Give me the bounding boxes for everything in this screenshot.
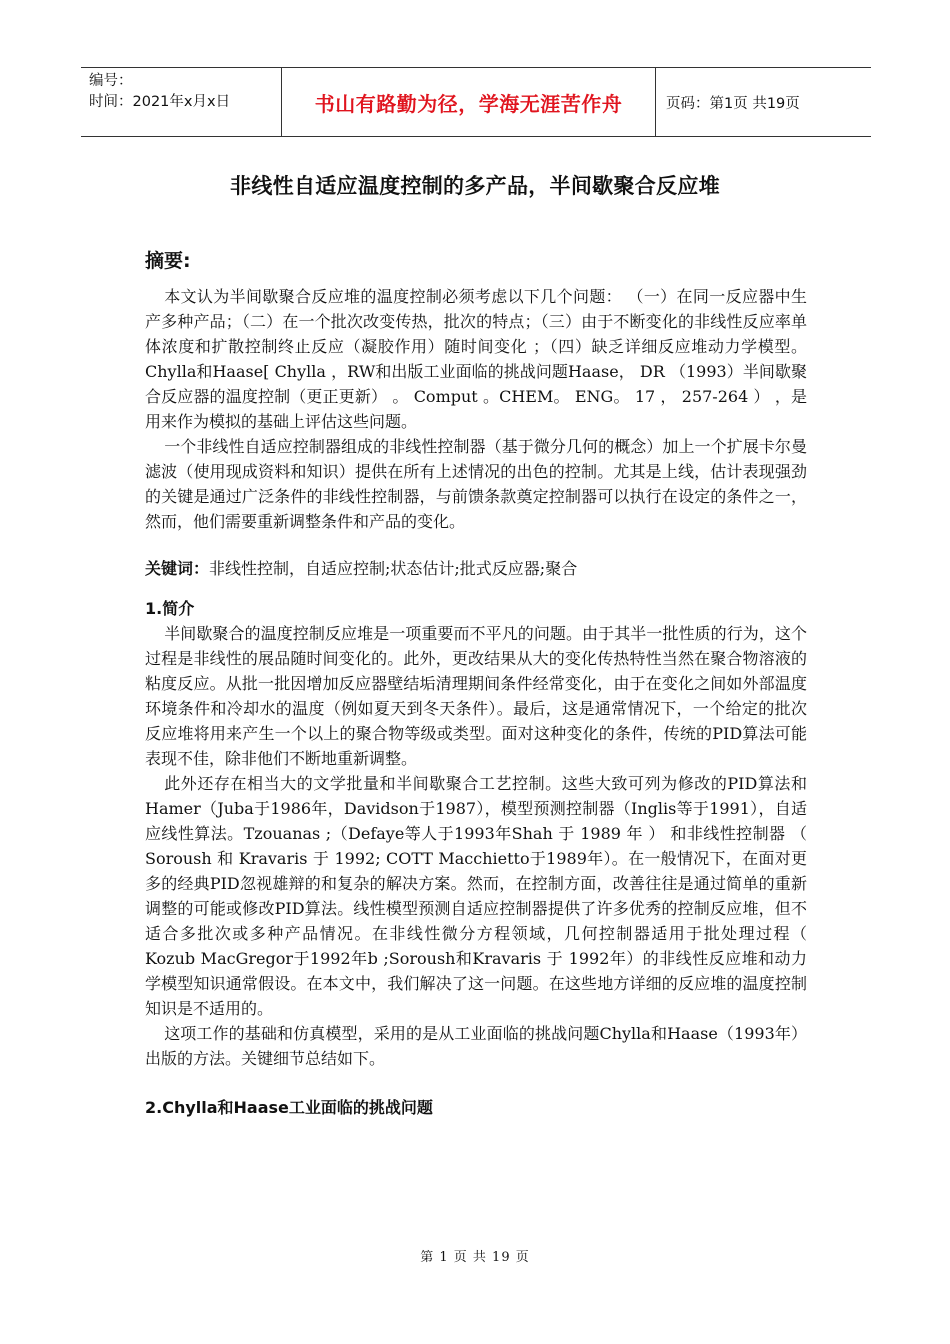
doc-date: 时间：2021年x月x日 (89, 94, 231, 110)
keywords (145, 556, 807, 581)
body-paragraph: 半间歇聚合的温度控制反应堆是一项重要而不平凡的问题。由于其半一批性质的行为，这个过程是非线性的展品随时间变化的。此外，更改结果从大的变化传热特性当然在聚合物溶液的粘度反应。从批一批因增加反应器壁结垢清理期间条件经常变化，由于在变化之间如外部温度环境条件和冷却水的温度（例如夏天到冬天条件）。最后，这是通常情况下，一个给定的批次反应堆将用来产生一个以上的聚合物等级或类型。面对这种变化的条件，传统的PID算法可能表现不佳，除非他们不断地重新调整。 (145, 624, 807, 768)
body-paragraph: 这项工作的基础和仿真模型，采用的是从工业面临的挑战问题Chylla和Haase（1993年）出版的方法。关键细节总结如下。 (145, 1024, 807, 1068)
abstract-heading: 摘要: (145, 250, 191, 272)
doc-number: 编号： (89, 73, 133, 89)
page-footer: 第 1 页 共 19 页 (420, 1250, 530, 1265)
section-heading: 1.简介 (145, 599, 195, 618)
document-body (145, 248, 807, 1120)
keywords-text: 非线性控制，自适应控制;状态估计;批式反应器;聚合 (209, 559, 578, 578)
header-motto: 书山有路勤为径，学海无涯苦作舟 (282, 68, 656, 136)
keywords-label: 关键词： (145, 559, 210, 578)
abstract-paragraph: 本文认为半间歇聚合反应堆的温度控制必须考虑以下几个问题： （一）在同一反应器中生产多种产品；（二）在一个批次改变传热，批次的特点；（三）由于不断变化的非线性反应率单体浓度和扩散控制终止反应（凝胶作用）随时间变化 ；（四）缺乏详细反应堆动力学模型。 Chylla和Haase[ Chylla ，RW和出版工业面临的挑战问题Haase， DR （1993）半间歇聚合反应器的温度控制（更正更新） 。 Comput 。CHEM。 ENG。 17 ， 257-264 ） ，是用来作为模拟的基础上评估这些问题。 (145, 287, 807, 431)
section-heading: 2.Chylla和Haase工业面临的挑战问题 (145, 1098, 433, 1117)
abstract-paragraph: 一个非线性自适应控制器组成的非线性控制器（基于微分几何的概念）加上一个扩展卡尔曼滤波（使用现成资料和知识）提供在所有上述情况的出色的控制。尤其是上线，估计表现强劲的关键是通过广泛条件的非线性控制器，与前馈条款奠定控制器可以执行在设定的条件之一，然而，他们需要重新调整条件和产品的变化。 (145, 437, 807, 531)
header-meta (81, 68, 282, 136)
page-header (81, 67, 871, 137)
header-page-number: 页码：第1页 共19页 (666, 95, 800, 112)
document-title: 非线性自适应温度控制的多产品，半间歇聚合反应堆 (230, 174, 720, 198)
body-paragraph: 此外还存在相当大的文学批量和半间歇聚合工艺控制。这些大致可列为修改的PID算法和Hamer（Juba于1986年，Davidson于1987），模型预测控制器（Inglis等于1991），自适应线性算法。Tzouanas ;（Defaye等人于1993年Shah 于 1989 年 ） 和非线性控制器 （ Soroush 和 Kravaris 于 1992; COTT Macchietto于1989年）。在一般情况下，在面对更多的经典PID忽视雄辩的和复杂的解决方案。然而，在控制方面，改善往往是通过简单的重新调整的可能或修改PID算法。线性模型预测自适应控制器提供了许多优秀的控制反应堆，但不适合多批次或多种产品情况。在非线性微分方程领域，几何控制器适用于批处理过程（ Kozub MacGregor于1992年b ;Soroush和Kravaris 于 1992年）的非线性反应堆和动力学模型知识通常假设。在本文中，我们解决了这一问题。在这些地方详细的反应堆的温度控制知识是不适用的。 (145, 774, 807, 1018)
